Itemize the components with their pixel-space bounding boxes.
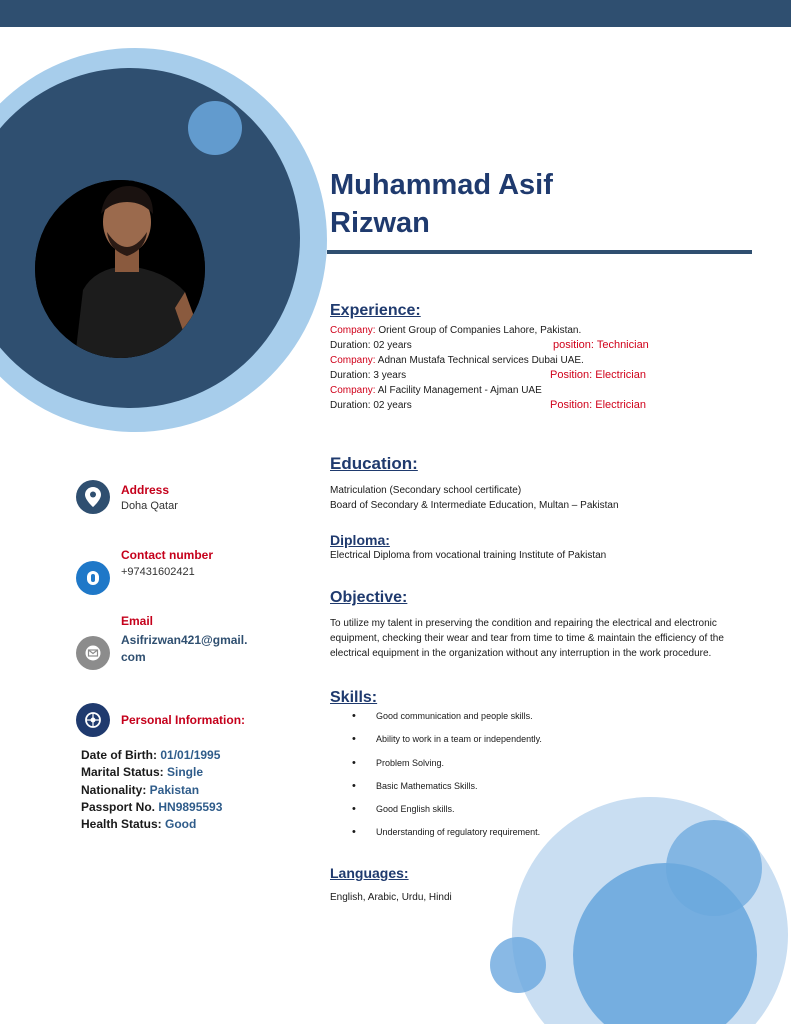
email-line-2: com bbox=[121, 650, 146, 664]
health-row bbox=[81, 816, 222, 833]
list-item: • Basic Mathematics Skills. bbox=[352, 780, 542, 803]
person-silhouette-icon bbox=[35, 180, 205, 358]
address-value: Doha Qatar bbox=[121, 500, 178, 512]
company-name: Al Facility Management - Ajman UAE bbox=[375, 385, 542, 396]
passport-label: Passport No. bbox=[81, 799, 159, 814]
list-item: • Good communication and people skills. bbox=[352, 710, 542, 733]
education-block bbox=[330, 483, 619, 513]
experience-company-row bbox=[330, 383, 584, 398]
languages-text: English, Arabic, Urdu, Hindi bbox=[330, 892, 452, 903]
skills-heading: Skills: bbox=[330, 689, 378, 706]
address-label: Address bbox=[121, 483, 170, 497]
company-name: Orient Group of Companies Lahore, Pakistan. bbox=[375, 325, 582, 336]
company-label: Company: bbox=[330, 325, 376, 336]
experience-company-row bbox=[330, 353, 584, 368]
duration-value: 02 years bbox=[370, 400, 412, 411]
duration-value: 3 years bbox=[370, 370, 407, 381]
company-name: Adnan Mustafa Technical services Dubai UAE. bbox=[375, 355, 584, 366]
experience-list bbox=[330, 323, 649, 413]
list-item: • Ability to work in a team or independently. bbox=[352, 733, 542, 756]
objective-heading: Objective: bbox=[330, 589, 408, 606]
marital-label: Marital Status: bbox=[81, 765, 168, 780]
education-line-2: Board of Secondary & Intermediate Education, Multan – Pakistan bbox=[330, 500, 619, 511]
health-label: Health Status: bbox=[81, 817, 166, 832]
envelope-icon bbox=[76, 636, 110, 670]
name-line-1: Muhammad Asif bbox=[330, 169, 553, 201]
candidate-name bbox=[330, 166, 553, 242]
position-text: position: Technician bbox=[553, 339, 649, 351]
nationality-value: Pakistan bbox=[149, 782, 200, 797]
list-item: • Good English skills. bbox=[352, 803, 542, 826]
company-label: Company: bbox=[330, 385, 376, 396]
info-icon bbox=[76, 703, 110, 737]
personal-info-block bbox=[81, 747, 222, 833]
nationality-label: Nationality: bbox=[81, 782, 150, 797]
bubble-medium bbox=[666, 820, 762, 916]
contact-number-value: +97431602421 bbox=[121, 566, 195, 578]
education-heading: Education: bbox=[330, 454, 418, 473]
health-value: Good bbox=[165, 817, 197, 832]
duration-value: 02 years bbox=[370, 340, 412, 351]
duration-label: Duration: bbox=[330, 400, 371, 411]
experience-duration-row bbox=[330, 398, 646, 413]
location-pin-icon bbox=[76, 480, 110, 514]
dob-row bbox=[81, 747, 222, 764]
name-divider bbox=[327, 250, 752, 254]
marital-row bbox=[81, 764, 222, 781]
experience-duration-row bbox=[330, 368, 646, 383]
phone-icon bbox=[76, 561, 110, 595]
experience-duration-row bbox=[330, 338, 649, 353]
email-value[interactable] bbox=[121, 632, 247, 666]
diploma-text: Electrical Diploma from vocational training Institute of Pakistan bbox=[330, 550, 607, 561]
experience-heading: Experience: bbox=[330, 302, 421, 319]
list-item: • Understanding of regulatory requirement. bbox=[352, 826, 542, 849]
nationality-row bbox=[81, 782, 222, 799]
position-text: Position: Electrician bbox=[550, 369, 646, 381]
dob-value: 01/01/1995 bbox=[160, 748, 221, 762]
email-line-1: Asifrizwan421@gmail. bbox=[121, 633, 248, 647]
diploma-heading: Diploma: bbox=[330, 532, 390, 548]
company-label: Company: bbox=[330, 355, 376, 366]
skills-list bbox=[352, 710, 542, 850]
passport-row bbox=[81, 799, 222, 816]
dob-label: Date of Birth: bbox=[81, 748, 161, 762]
experience-company-row bbox=[330, 323, 584, 338]
profile-photo bbox=[35, 180, 205, 358]
bubble-small bbox=[490, 937, 546, 993]
passport-value: HN9895593 bbox=[158, 799, 223, 814]
email-label: Email bbox=[121, 614, 154, 628]
duration-label: Duration: bbox=[330, 370, 371, 381]
objective-text: To utilize my talent in preserving the condition and repairing the electrical and electronic equipment, checking their wear and tear from time to time & maintain the efficiency of the electrical equipment in the organization without any interruption in the work procedure. bbox=[330, 618, 724, 659]
list-item: • Problem Solving. bbox=[352, 757, 542, 780]
position-text: Position: Electrician bbox=[550, 399, 646, 411]
languages-heading: Languages: bbox=[330, 865, 409, 881]
marital-value: Single bbox=[167, 765, 204, 780]
contact-number-label: Contact number bbox=[121, 548, 214, 562]
name-line-2: Rizwan bbox=[330, 207, 430, 239]
duration-label: Duration: bbox=[330, 340, 371, 351]
small-accent-circle bbox=[188, 101, 242, 155]
personal-info-label: Personal Information: bbox=[121, 713, 246, 727]
education-line-1: Matriculation (Secondary school certificate) bbox=[330, 485, 522, 496]
